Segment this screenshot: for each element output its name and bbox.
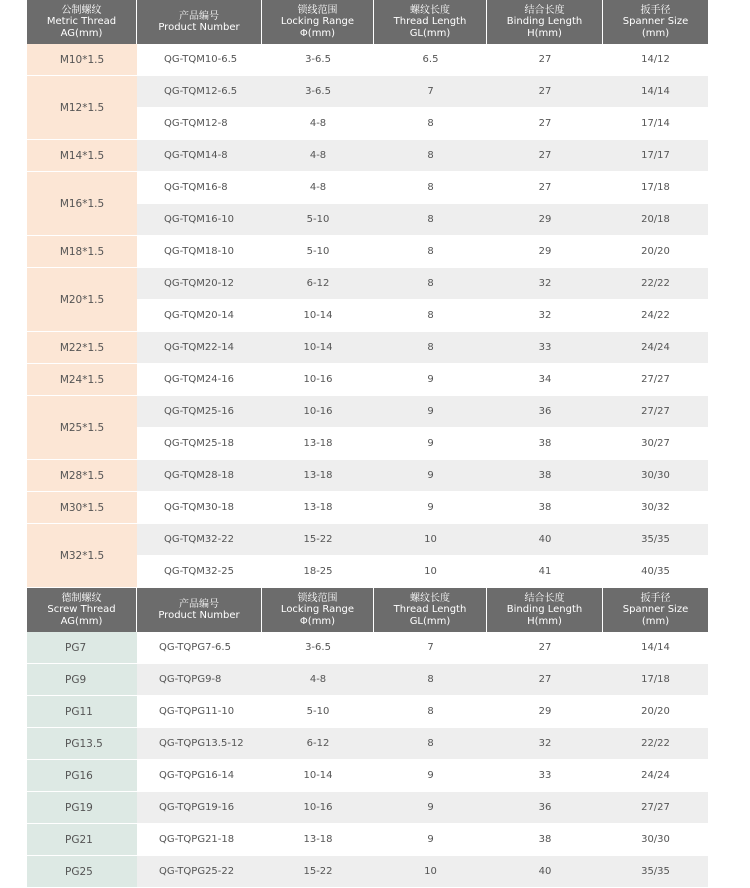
binding-length-cell: 33 — [487, 332, 603, 364]
table-row — [27, 856, 708, 888]
binding-length-cell: 41 — [487, 556, 603, 588]
binding-length-cell: 27 — [487, 632, 603, 664]
header-spanner-unit: (mm) — [641, 615, 670, 627]
product-number-cell: QG-TQPG25-22 — [137, 856, 262, 888]
locking-range-cell: 6-12 — [262, 268, 374, 300]
header-thread-length-unit: GL(mm) — [409, 27, 451, 39]
table-row — [27, 44, 708, 76]
thread-size-cell: PG9 — [27, 664, 137, 696]
header-spanner-en: Spanner Size — [622, 16, 689, 28]
locking-range-cell: 15-22 — [262, 856, 374, 888]
spanner-size-cell: 40/35 — [603, 556, 708, 588]
thread-length-cell: 9 — [374, 492, 487, 524]
thread-length-cell: 10 — [374, 856, 487, 888]
thread-size-cell: M32*1.5 — [27, 524, 137, 588]
header-spanner-en: Spanner Size — [622, 604, 689, 616]
spanner-size-cell: 35/35 — [603, 856, 708, 888]
header-row — [27, 0, 708, 44]
spanner-size-cell: 27/27 — [603, 364, 708, 396]
product-number-cell: QG-TQPG11-10 — [137, 696, 262, 728]
header-locking-unit: Φ(mm) — [299, 615, 336, 627]
table-row — [27, 172, 708, 204]
header-locking-cn: 锁线范围 — [297, 4, 338, 16]
binding-length-cell: 40 — [487, 524, 603, 556]
thread-size-cell: PG25 — [27, 856, 137, 888]
locking-range-cell: 10-16 — [262, 396, 374, 428]
header-thread — [27, 588, 137, 632]
product-number-cell: QG-TQM28-18 — [137, 460, 262, 492]
product-number-cell: QG-TQPG16-14 — [137, 760, 262, 792]
binding-length-cell: 27 — [487, 76, 603, 108]
thread-length-cell: 7 — [374, 76, 487, 108]
product-number-cell: QG-TQPG21-18 — [137, 824, 262, 856]
header-thread-en: Screw Thread — [47, 604, 116, 616]
thread-size-cell: M14*1.5 — [27, 140, 137, 172]
header-locking-en: Locking Range — [280, 16, 355, 28]
thread-size-cell: M12*1.5 — [27, 76, 137, 140]
locking-range-cell: 3-6.5 — [262, 632, 374, 664]
locking-range-cell: 18-25 — [262, 556, 374, 588]
locking-range-cell: 10-14 — [262, 760, 374, 792]
thread-size-cell: PG16 — [27, 760, 137, 792]
spanner-size-cell: 35/35 — [603, 524, 708, 556]
metric-thread-table — [27, 0, 708, 588]
spanner-size-cell: 24/22 — [603, 300, 708, 332]
table-row — [27, 760, 708, 792]
header-row — [27, 588, 708, 632]
thread-length-cell: 8 — [374, 332, 487, 364]
thread-length-cell: 9 — [374, 792, 487, 824]
binding-length-cell: 38 — [487, 492, 603, 524]
header-thread-cn: 德制螺纹 — [61, 592, 102, 604]
header-product-cn: 产品编号 — [179, 10, 219, 22]
product-number-cell: QG-TQM14-8 — [137, 140, 262, 172]
binding-length-cell: 36 — [487, 792, 603, 824]
spanner-size-cell: 14/14 — [603, 76, 708, 108]
header-binding-cn: 结合长度 — [524, 4, 565, 16]
thread-length-cell: 8 — [374, 108, 487, 140]
product-number-cell: QG-TQPG7-6.5 — [137, 632, 262, 664]
header-locking — [262, 588, 374, 632]
product-number-cell: QG-TQM22-14 — [137, 332, 262, 364]
header-thread-length-cn: 螺纹长度 — [410, 4, 450, 16]
spanner-size-cell: 30/32 — [603, 492, 708, 524]
product-number-cell: QG-TQM32-25 — [137, 556, 262, 588]
spanner-size-cell: 20/20 — [603, 236, 708, 268]
locking-range-cell: 3-6.5 — [262, 76, 374, 108]
product-number-cell: QG-TQM20-14 — [137, 300, 262, 332]
locking-range-cell: 4-8 — [262, 664, 374, 696]
locking-range-cell: 13-18 — [262, 428, 374, 460]
table-row — [27, 140, 708, 172]
metric-table-body — [27, 44, 708, 588]
product-number-cell: QG-TQM24-16 — [137, 364, 262, 396]
thread-length-cell: 8 — [374, 236, 487, 268]
binding-length-cell: 32 — [487, 728, 603, 760]
spanner-size-cell: 30/27 — [603, 428, 708, 460]
header-thread-length-en: Thread Length — [393, 16, 467, 28]
binding-length-cell: 27 — [487, 108, 603, 140]
product-number-cell: QG-TQM30-18 — [137, 492, 262, 524]
thread-length-cell: 8 — [374, 728, 487, 760]
header-spanner — [603, 588, 708, 632]
locking-range-cell: 15-22 — [262, 524, 374, 556]
spanner-size-cell: 30/30 — [603, 460, 708, 492]
locking-range-cell: 10-16 — [262, 364, 374, 396]
thread-size-cell: M20*1.5 — [27, 268, 137, 332]
binding-length-cell: 32 — [487, 268, 603, 300]
table-row — [27, 396, 708, 428]
locking-range-cell: 13-18 — [262, 492, 374, 524]
binding-length-cell: 40 — [487, 856, 603, 888]
table-row — [27, 824, 708, 856]
spanner-size-cell: 17/18 — [603, 664, 708, 696]
header-product-en: Product Number — [158, 22, 240, 33]
product-number-cell: QG-TQM16-10 — [137, 204, 262, 236]
thread-length-cell: 8 — [374, 140, 487, 172]
thread-size-cell: M25*1.5 — [27, 396, 137, 460]
header-thread-unit: AG(mm) — [60, 615, 103, 627]
header-locking — [262, 0, 374, 44]
binding-length-cell: 27 — [487, 172, 603, 204]
binding-length-cell: 32 — [487, 300, 603, 332]
product-number-cell: QG-TQM25-18 — [137, 428, 262, 460]
product-number-cell: QG-TQM12-6.5 — [137, 76, 262, 108]
thread-length-cell: 9 — [374, 396, 487, 428]
spanner-size-cell: 22/22 — [603, 268, 708, 300]
header-spanner-cn: 扳手径 — [640, 4, 671, 16]
product-number-cell: QG-TQM10-6.5 — [137, 44, 262, 76]
spanner-size-cell: 22/22 — [603, 728, 708, 760]
binding-length-cell: 27 — [487, 44, 603, 76]
header-spanner-unit: (mm) — [641, 27, 670, 39]
spanner-size-cell: 27/27 — [603, 792, 708, 824]
header-product-en: Product Number — [158, 610, 240, 621]
binding-length-cell: 27 — [487, 140, 603, 172]
header-thread-length-cn: 螺纹长度 — [410, 592, 450, 604]
locking-range-cell: 10-16 — [262, 792, 374, 824]
product-number-cell: QG-TQM25-16 — [137, 396, 262, 428]
binding-length-cell: 33 — [487, 760, 603, 792]
product-number-cell: QG-TQM12-8 — [137, 108, 262, 140]
header-locking-en: Locking Range — [280, 604, 355, 616]
header-product-cn: 产品编号 — [179, 598, 219, 610]
table-row — [27, 236, 708, 268]
product-number-cell: QG-TQM20-12 — [137, 268, 262, 300]
spanner-size-cell: 24/24 — [603, 332, 708, 364]
binding-length-cell: 29 — [487, 204, 603, 236]
product-number-cell: QG-TQPG9-8 — [137, 664, 262, 696]
thread-size-cell: PG13.5 — [27, 728, 137, 760]
spanner-size-cell: 14/12 — [603, 44, 708, 76]
thread-length-cell: 10 — [374, 556, 487, 588]
table-row — [27, 76, 708, 108]
header-thread-unit: AG(mm) — [60, 27, 103, 39]
binding-length-cell: 38 — [487, 428, 603, 460]
thread-size-cell: PG21 — [27, 824, 137, 856]
thread-length-cell: 8 — [374, 300, 487, 332]
header-binding-en: Binding Length — [506, 604, 583, 616]
thread-length-cell: 9 — [374, 824, 487, 856]
header-product — [137, 0, 262, 44]
thread-length-cell: 8 — [374, 172, 487, 204]
locking-range-cell: 10-14 — [262, 300, 374, 332]
binding-length-cell: 38 — [487, 824, 603, 856]
spanner-size-cell: 20/20 — [603, 696, 708, 728]
pg-thread-table — [27, 588, 708, 888]
table-row — [27, 664, 708, 696]
table-row — [27, 460, 708, 492]
header-thread-length-unit: GL(mm) — [409, 615, 451, 627]
product-number-cell: QG-TQPG19-16 — [137, 792, 262, 824]
table-row — [27, 492, 708, 524]
header-thread-length — [374, 588, 487, 632]
locking-range-cell: 13-18 — [262, 824, 374, 856]
pg-table-body — [27, 632, 708, 888]
binding-length-cell: 27 — [487, 664, 603, 696]
locking-range-cell: 4-8 — [262, 108, 374, 140]
locking-range-cell: 10-14 — [262, 332, 374, 364]
table-row — [27, 728, 708, 760]
thread-length-cell: 8 — [374, 268, 487, 300]
thread-length-cell: 9 — [374, 364, 487, 396]
thread-length-cell: 9 — [374, 428, 487, 460]
spanner-size-cell: 17/18 — [603, 172, 708, 204]
spanner-size-cell: 17/14 — [603, 108, 708, 140]
thread-length-cell: 8 — [374, 664, 487, 696]
product-number-cell: QG-TQM18-10 — [137, 236, 262, 268]
thread-length-cell: 9 — [374, 760, 487, 792]
locking-range-cell: 5-10 — [262, 204, 374, 236]
thread-size-cell: PG19 — [27, 792, 137, 824]
header-binding-cn: 结合长度 — [524, 592, 565, 604]
thread-size-cell: M24*1.5 — [27, 364, 137, 396]
thread-size-cell: M16*1.5 — [27, 172, 137, 236]
header-thread-cn: 公制螺纹 — [61, 4, 102, 16]
header-locking-cn: 锁线范围 — [297, 592, 338, 604]
product-number-cell: QG-TQM16-8 — [137, 172, 262, 204]
header-thread — [27, 0, 137, 44]
binding-length-cell: 34 — [487, 364, 603, 396]
thread-size-cell: M22*1.5 — [27, 332, 137, 364]
header-thread-en: Metric Thread — [46, 16, 117, 28]
thread-size-cell: PG11 — [27, 696, 137, 728]
header-locking-unit: Φ(mm) — [299, 27, 336, 39]
header-binding-unit: H(mm) — [527, 615, 562, 627]
binding-length-cell: 29 — [487, 236, 603, 268]
thread-size-cell: M10*1.5 — [27, 44, 137, 76]
thread-length-cell: 6.5 — [374, 44, 487, 76]
thread-length-cell: 8 — [374, 204, 487, 236]
header-spanner-cn: 扳手径 — [640, 592, 671, 604]
spanner-size-cell: 27/27 — [603, 396, 708, 428]
product-number-cell: QG-TQM32-22 — [137, 524, 262, 556]
spanner-size-cell: 14/14 — [603, 632, 708, 664]
locking-range-cell: 3-6.5 — [262, 44, 374, 76]
header-thread-length-en: Thread Length — [393, 604, 467, 616]
thread-size-cell: M30*1.5 — [27, 492, 137, 524]
header-binding — [487, 588, 603, 632]
locking-range-cell: 4-8 — [262, 140, 374, 172]
locking-range-cell: 13-18 — [262, 460, 374, 492]
locking-range-cell: 5-10 — [262, 696, 374, 728]
table-row — [27, 524, 708, 556]
locking-range-cell: 5-10 — [262, 236, 374, 268]
thread-size-cell: M18*1.5 — [27, 236, 137, 268]
header-product — [137, 588, 262, 632]
product-number-cell: QG-TQPG13.5-12 — [137, 728, 262, 760]
spanner-size-cell: 17/17 — [603, 140, 708, 172]
header-spanner — [603, 0, 708, 44]
header-thread-length — [374, 0, 487, 44]
thread-size-cell: M28*1.5 — [27, 460, 137, 492]
locking-range-cell: 4-8 — [262, 172, 374, 204]
table-row — [27, 632, 708, 664]
table-row — [27, 268, 708, 300]
binding-length-cell: 29 — [487, 696, 603, 728]
thread-size-cell: PG7 — [27, 632, 137, 664]
thread-length-cell: 9 — [374, 460, 487, 492]
binding-length-cell: 38 — [487, 460, 603, 492]
thread-length-cell: 10 — [374, 524, 487, 556]
table-row — [27, 792, 708, 824]
header-binding — [487, 0, 603, 44]
spanner-size-cell: 30/30 — [603, 824, 708, 856]
spanner-size-cell: 20/18 — [603, 204, 708, 236]
header-binding-unit: H(mm) — [527, 27, 562, 39]
locking-range-cell: 6-12 — [262, 728, 374, 760]
spanner-size-cell: 24/24 — [603, 760, 708, 792]
binding-length-cell: 36 — [487, 396, 603, 428]
thread-length-cell: 8 — [374, 696, 487, 728]
table-row — [27, 696, 708, 728]
table-row — [27, 364, 708, 396]
table-row — [27, 332, 708, 364]
header-binding-en: Binding Length — [506, 16, 583, 28]
thread-length-cell: 7 — [374, 632, 487, 664]
